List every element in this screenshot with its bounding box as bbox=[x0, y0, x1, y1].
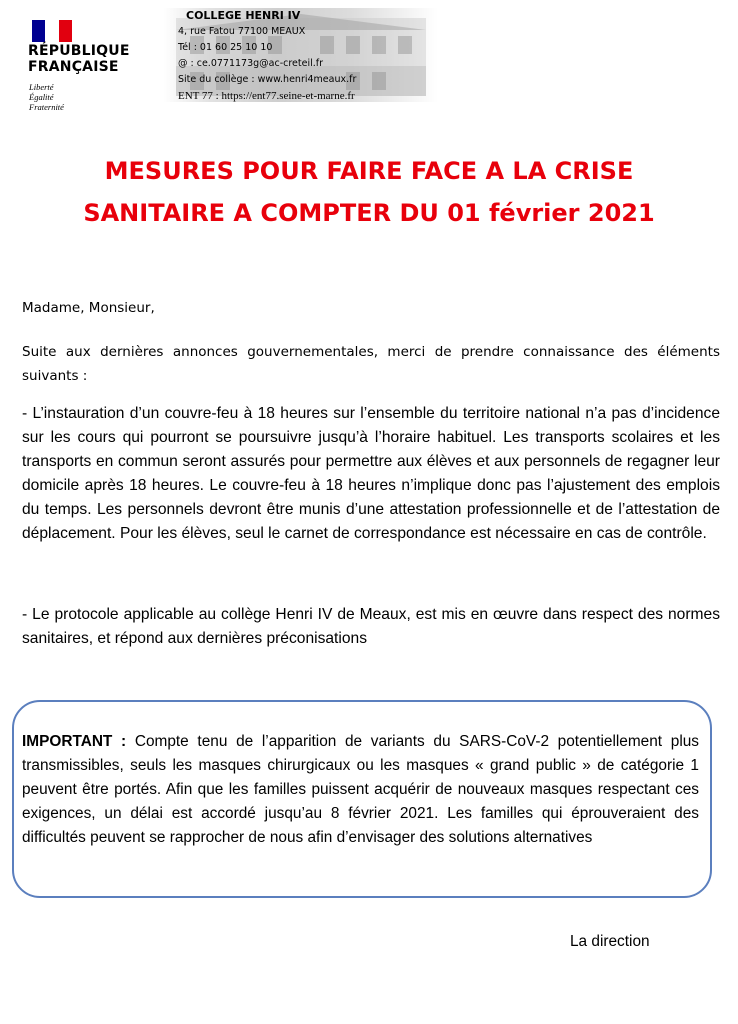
intro-paragraph: Suite aux dernières annonces gouvernementales, merci de prendre connaissance des éléments suivants : bbox=[22, 344, 720, 384]
college-email: @ : ce.0771173g@ac-creteil.fr bbox=[178, 58, 324, 69]
important-label: IMPORTANT : bbox=[22, 733, 127, 750]
title-line1: MESURES POUR FAIRE FACE A LA CRISE bbox=[104, 157, 634, 185]
document-title bbox=[0, 150, 738, 234]
curfew-paragraph: - L’instauration d’un couvre-feu à 18 heures sur l’ensemble du territoire national n’a pas d’incidence sur les cours qui pourront se poursuivre jusqu’à l’horaire habituel. Les transports scolaires et les transports en commun seront assurés pour permettre aux élèves et aux personnels de regagner leur domicile après 18 heures. Le couvre-feu à 18 heures n’implique donc pas l’ajustement des emplois du temps. Les personnels devront être munis d’une attestation professionnelle et de l’attestation de déplacement. Pour les élèves, seul le carnet de correspondance est nécessaire en cas de contrôle. bbox=[22, 405, 720, 542]
college-address: 4, rue Fatou 77100 MEAUX bbox=[178, 26, 306, 37]
college-name: COLLEGE HENRI IV bbox=[186, 9, 301, 22]
motto-liberte: Liberté bbox=[29, 82, 54, 92]
republic-motto bbox=[29, 82, 64, 112]
title-line2: SANITAIRE A COMPTER DU 01 février 2021 bbox=[83, 199, 655, 227]
important-text: Compte tenu de l’apparition de variants du SARS-CoV-2 potentiellement plus transmissibles, seuls les masques chirurgicaux ou les masques « grand public » de catégorie 1 peuvent être portés. Afin que les familles puissent acquérir de nouveaux masques respectant ces exigences, un délai est accordé jusqu’au 8 février 2021. Les familles qui éprouveraient des difficultés peuvent se rapprocher de nous afin d’envisager des solutions alternatives bbox=[22, 733, 699, 846]
signature: La direction bbox=[570, 933, 650, 950]
protocol-paragraph: - Le protocole applicable au collège Henri IV de Meaux, est mis en œuvre dans respect des normes sanitaires, et répond aux dernières préconisations bbox=[22, 606, 720, 647]
college-website: Site du collège : www.henri4meaux.fr bbox=[178, 74, 357, 85]
republic-name-line2: FRANÇAISE bbox=[28, 59, 119, 75]
motto-egalite: Égalité bbox=[29, 92, 54, 102]
motto-fraternite: Fraternité bbox=[29, 102, 64, 112]
french-flag-icon bbox=[32, 20, 72, 42]
salutation: Madame, Monsieur, bbox=[22, 300, 155, 316]
college-ent-link: ENT 77 : https://ent77.seine-et-marne.fr bbox=[178, 90, 355, 102]
republic-name bbox=[28, 43, 138, 75]
college-phone: Tél : 01 60 25 10 10 bbox=[178, 42, 273, 53]
important-notice bbox=[22, 730, 699, 850]
republic-name-line1: RÉPUBLIQUE bbox=[28, 43, 130, 59]
college-contact-block bbox=[178, 8, 418, 104]
